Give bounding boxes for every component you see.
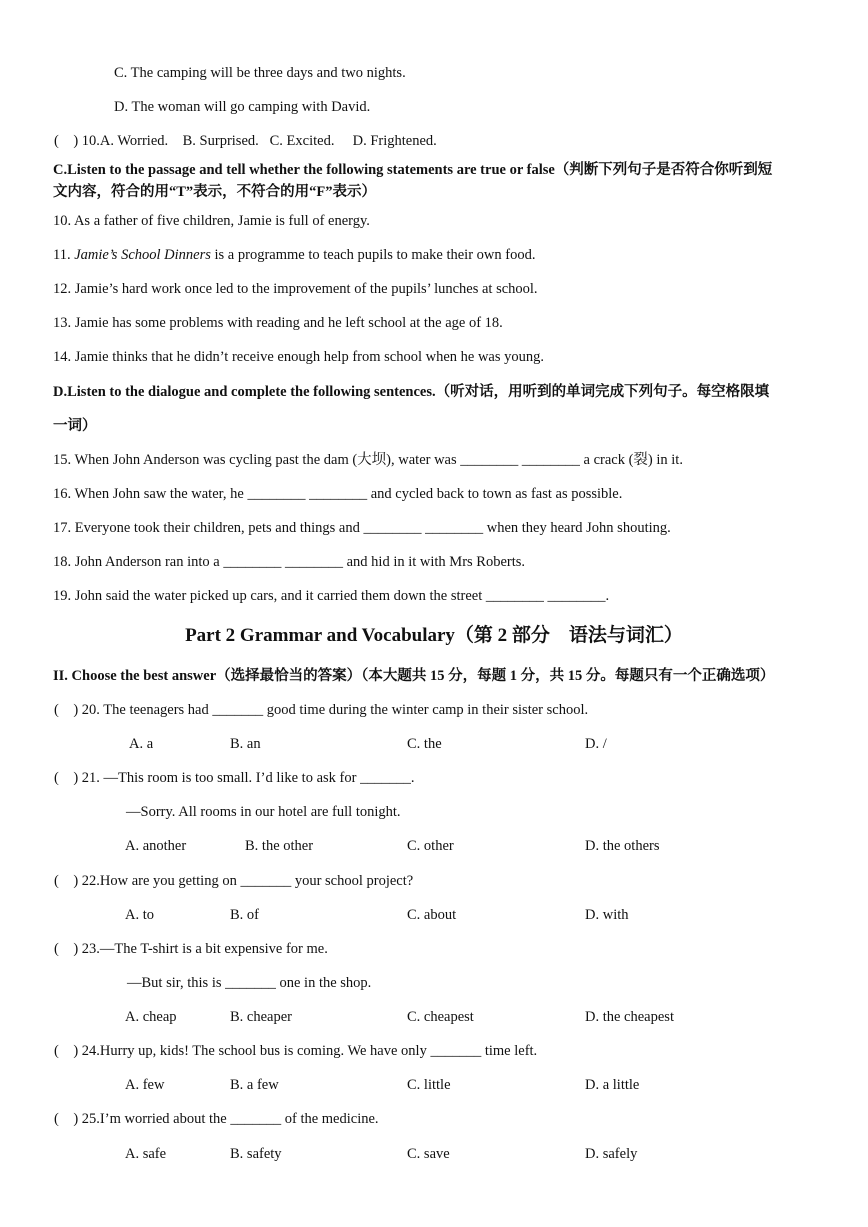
q22-option-b: B. of (230, 907, 259, 923)
sentence-17: 17. Everyone took their children, pets and things and ________ ________ when they heard John shouting. (53, 520, 671, 536)
q22-option-c: C. about (407, 907, 457, 923)
q23-option-b: B. cheaper (230, 1009, 292, 1025)
statement-10: 10. As a father of five children, Jamie is full of energy. (53, 213, 370, 229)
question-20-stem: ( ) 20. The teenagers had _______ good time during the winter camp in their sister school. (54, 702, 589, 718)
q24-option-d: D. a little (585, 1077, 640, 1093)
section-c-heading-line2: 文内容，符合的用“T”表示，不符合的用“F”表示） (53, 184, 377, 200)
q23-option-d: D. the cheapest (585, 1009, 674, 1025)
q21-option-d: D. the others (585, 838, 660, 854)
section-d-heading-line2: 一词） (53, 418, 97, 434)
q23-option-a: A. cheap (125, 1009, 177, 1025)
q25-option-d: D. safely (585, 1146, 638, 1162)
q21-option-c: C. other (407, 838, 454, 854)
question-21-reply: —Sorry. All rooms in our hotel are full tonight. (126, 804, 401, 820)
section-d-heading-line1: D.Listen to the dialogue and complete the following sentences.（听对话，用听到的单词完成下列句子。每空格限填 (53, 384, 770, 400)
question-23-reply: —But sir, this is _______ one in the shop. (127, 975, 372, 991)
part2-title: Part 2 Grammar and Vocabulary（第 2 部分 语法与词汇） (185, 625, 683, 646)
q20-option-c: C. the (407, 736, 442, 752)
statement-12: 12. Jamie’s hard work once led to the improvement of the pupils’ lunches at school. (53, 281, 538, 297)
section-c-heading-line1: C.Listen to the passage and tell whether the following statements are true or false（判断下列句子是否符合你听到短 (53, 162, 773, 178)
question-23-stem: ( ) 23.—The T-shirt is a bit expensive for me. (54, 941, 328, 957)
q20-option-a: A. a (129, 736, 154, 752)
question-25-stem: ( ) 25.I’m worried about the _______ of the medicine. (54, 1111, 379, 1127)
q24-option-a: A. few (125, 1077, 165, 1093)
q25-option-b: B. safety (230, 1146, 282, 1162)
q10-line: ( ) 10.A. Worried. B. Surprised. C. Excited. D. Frightened. (54, 133, 437, 149)
sentence-18: 18. John Anderson ran into a ________ ________ and hid in it with Mrs Roberts. (53, 554, 526, 570)
sentence-19: 19. John said the water picked up cars, and it carried them down the street ________ ________. (53, 588, 610, 604)
q24-option-c: C. little (407, 1077, 451, 1093)
q21-option-b: B. the other (245, 838, 314, 854)
q22-option-d: D. with (585, 907, 629, 923)
question-21-stem: ( ) 21. —This room is too small. I’d like to ask for _______. (54, 770, 415, 786)
question-24-stem: ( ) 24.Hurry up, kids! The school bus is coming. We have only _______ time left. (54, 1043, 538, 1059)
section-ii-heading: II. Choose the best answer（选择最恰当的答案）（本大题共 15 分，每题 1 分，共 15 分。每题只有一个正确选项） (53, 668, 775, 684)
q25-option-c: C. save (407, 1146, 450, 1162)
q20-option-d: D. / (585, 736, 607, 752)
q20-option-b: B. an (230, 736, 261, 752)
statement-14: 14. Jamie thinks that he didn’t receive enough help from school when he was young. (53, 349, 545, 365)
q9-option-d: D. The woman will go camping with David. (114, 99, 371, 115)
q21-option-a: A. another (125, 838, 187, 854)
sentence-16: 16. When John saw the water, he ________ ________ and cycled back to town as fast as possible. (53, 486, 623, 502)
question-22-stem: ( ) 22.How are you getting on _______ your school project? (54, 873, 414, 889)
statement-13: 13. Jamie has some problems with reading and he left school at the age of 18. (53, 315, 503, 331)
statement-11: 11. Jamie’s School Dinners is a programme to teach pupils to make their own food. (53, 247, 536, 263)
sentence-15: 15. When John Anderson was cycling past the dam (大坝), water was ________ ________ a crack (裂) in it. (53, 452, 683, 468)
q23-option-c: C. cheapest (407, 1009, 474, 1025)
programme-title: Jamie’s School Dinners (74, 247, 211, 263)
q25-option-a: A. safe (125, 1146, 167, 1162)
q24-option-b: B. a few (230, 1077, 279, 1093)
q22-option-a: A. to (125, 907, 154, 923)
q9-option-c: C. The camping will be three days and two nights. (114, 65, 406, 81)
